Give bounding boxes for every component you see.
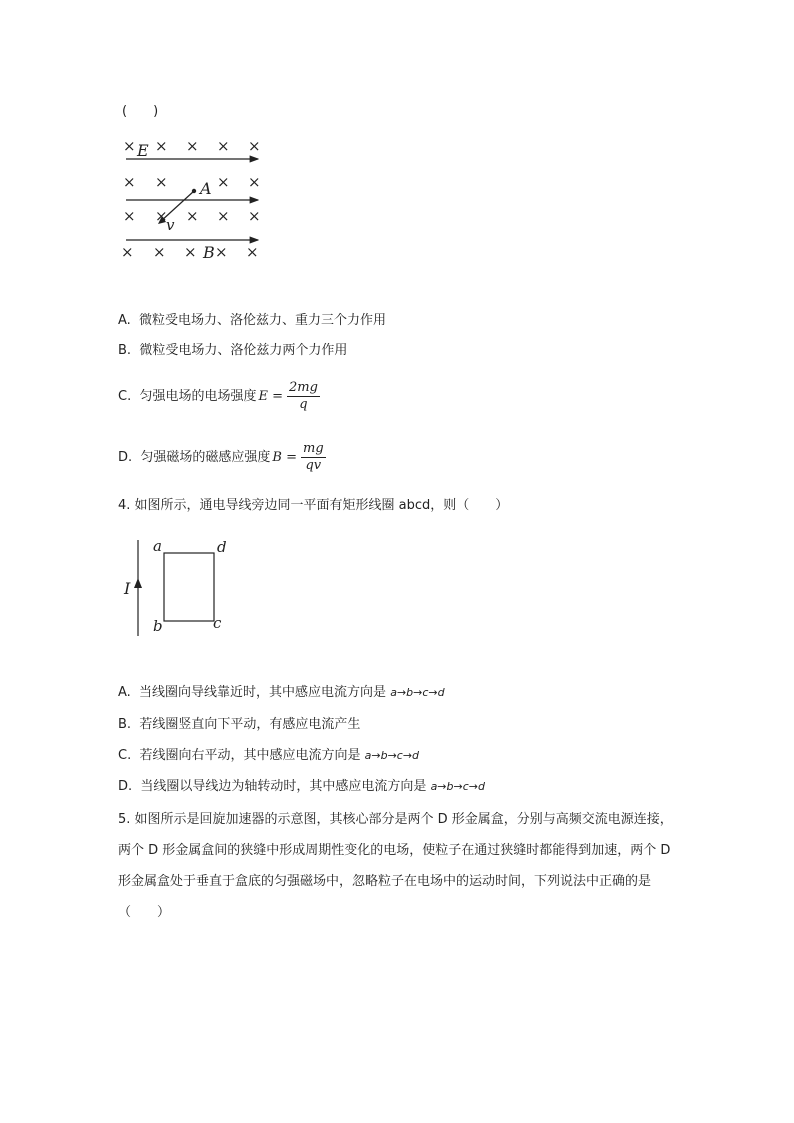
- fraction-denominator: q: [299, 397, 308, 412]
- cross-mark: ×: [246, 243, 259, 261]
- cross-mark: ×: [217, 137, 230, 155]
- cross-mark: ×: [217, 173, 230, 191]
- label-A: A: [200, 179, 212, 198]
- cross-mark: ×: [215, 243, 228, 261]
- label-c: c: [213, 614, 222, 632]
- label-B: B: [203, 243, 215, 262]
- q4-option-a: [118, 684, 445, 702]
- rectangular-coil: [164, 553, 214, 621]
- current-arrow: [134, 578, 142, 588]
- q3-option-b: B. 微粒受电场力、洛伦兹力两个力作用: [118, 343, 348, 358]
- q4-option-a-current-path: a→b→c→d: [390, 686, 445, 699]
- q4-option-d: [118, 778, 485, 796]
- label-I: I: [124, 579, 131, 598]
- q3-option-a: A. 微粒受电场力、洛伦兹力、重力三个力作用: [118, 313, 387, 328]
- q3-answer-bracket: ( ): [122, 104, 159, 119]
- cross-mark: ×: [123, 207, 136, 225]
- cross-mark: ×: [217, 207, 230, 225]
- label-v: v: [166, 216, 175, 234]
- q3-option-c-fraction: [287, 380, 320, 413]
- q3-option-d: [118, 441, 326, 474]
- q4-option-d-text: D. 当线圈以导线边为轴转动时，其中感应电流方向是: [118, 779, 427, 794]
- q4-option-c-text: C. 若线圈向右平动，其中感应电流方向是: [118, 748, 361, 763]
- q3-option-d-fraction: [301, 441, 326, 474]
- q3-field-lines: [126, 159, 258, 240]
- fraction-numerator: 2mg: [289, 380, 318, 395]
- q3-option-c: [118, 380, 320, 413]
- q4-option-c-current-path: a→b→c→d: [364, 749, 420, 762]
- cross-mark: ×: [248, 207, 261, 225]
- cross-mark: ×: [186, 137, 199, 155]
- cross-mark: ×: [155, 137, 168, 155]
- q4-option-a-text: A. 当线圈向导线靠近时，其中感应电流方向是: [118, 685, 387, 700]
- q3-option-c-text: C. 匀强电场的电场强度: [118, 388, 257, 404]
- q3-option-d-eq-lhs: B =: [272, 449, 297, 465]
- cross-mark: ×: [153, 243, 166, 261]
- cross-mark: ×: [123, 137, 136, 155]
- q4-option-b: B. 若线圈竖直向下平动，有感应电流产生: [118, 717, 361, 732]
- label-E: E: [137, 141, 149, 160]
- q3-option-d-text: D. 匀强磁场的磁感应强度: [118, 449, 271, 465]
- label-b: b: [153, 617, 163, 635]
- particle-A: [192, 189, 196, 193]
- fraction-denominator: qv: [305, 458, 322, 473]
- cross-mark: ×: [248, 173, 261, 191]
- cross-mark: ×: [155, 173, 168, 191]
- label-a: a: [153, 537, 162, 555]
- cross-mark: ×: [123, 173, 136, 191]
- q4-stem: 4. 如图所示，通电导线旁边同一平面有矩形线圈 abcd，则（ ）: [118, 498, 509, 513]
- cross-mark: ×: [248, 137, 261, 155]
- cross-mark: ×: [155, 207, 168, 225]
- q5-stem: 5. 如图所示是回旋加速器的示意图，其核心部分是两个 D 形金属盒，分别与高频交流电源连接，两个 D 形金属盒间的狭缝中形成周期性变化的电场，使粒子在通过狭缝时都能得到加速，两个 D 形金属盒处于垂直于盒底的匀强磁场中，忽略粒子在电场中的运动时间，下列说法中正确的是（ ）: [118, 812, 673, 920]
- fraction-numerator: mg: [303, 441, 324, 456]
- cross-mark: ×: [186, 207, 199, 225]
- cross-mark: ×: [184, 243, 197, 261]
- label-d: d: [217, 538, 227, 556]
- q4-option-c: [118, 747, 419, 765]
- cross-mark: ×: [121, 243, 134, 261]
- q3-option-c-eq-lhs: E =: [258, 388, 283, 404]
- q4-option-d-current-path: a→b→c→d: [430, 780, 485, 793]
